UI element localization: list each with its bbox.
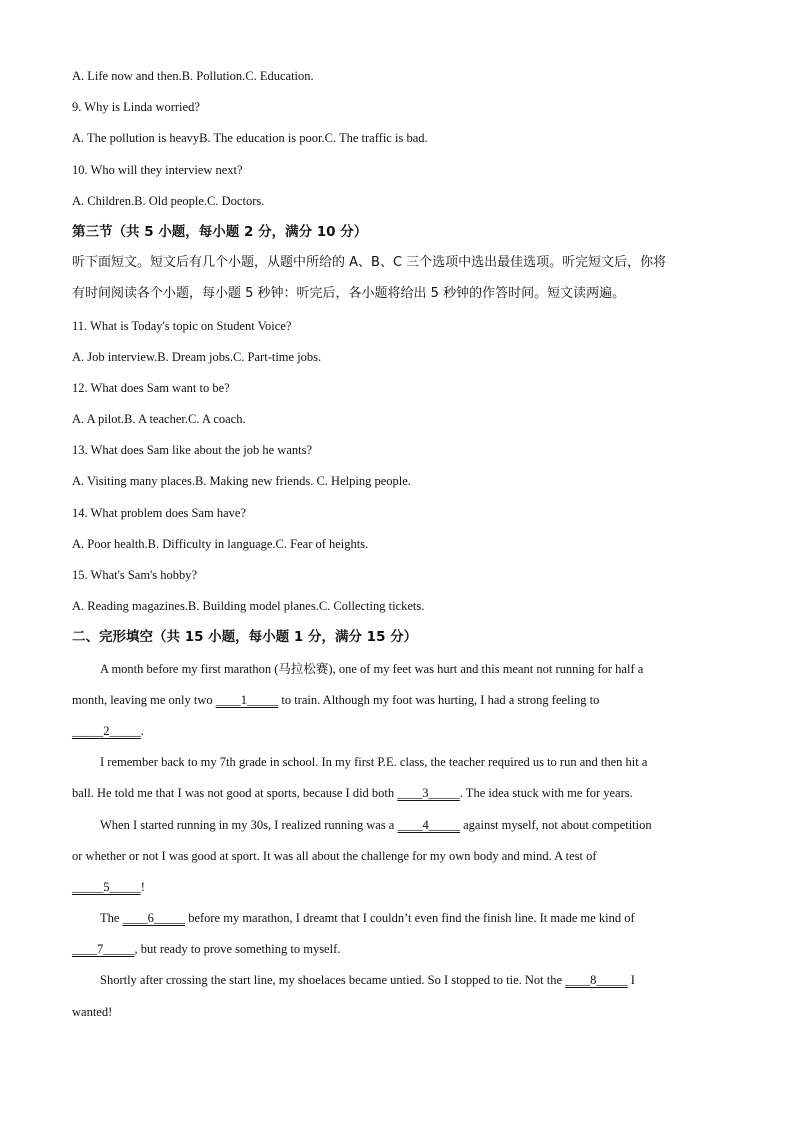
blank-8: ____8_____	[565, 973, 628, 988]
paragraph-line: ball. He told me that I was not good at sports, because I did both ____3_____. The idea stuck with me for years.	[72, 786, 633, 801]
q10-question: 10. Who will they interview next?	[72, 162, 243, 177]
paragraph-line: A month before my first marathon (马拉松赛), one of my feet was hurt and this meant not running for half a	[100, 661, 644, 676]
q11-options: A. Job interview.B. Dream jobs.C. Part-time jobs.	[72, 349, 322, 364]
blank-1: ____1_____	[215, 692, 279, 707]
q15-question: 15. What's Sam's hobby?	[72, 568, 198, 582]
q9-options: A. The pollution is heavyB. The education is poor.C. The traffic is bad.	[72, 131, 428, 146]
cloze-paragraph-4	[72, 904, 716, 966]
instruction-line-1: 听下面短文。短文后有几个小题，从题中所给的 A、B、C 三个选项中选出最佳选项。听完短文后，你将	[72, 255, 667, 271]
document-page	[72, 62, 716, 1029]
blank-5: _____5_____	[72, 879, 141, 894]
cloze-section-heading: 二、完形填空（共 15 小题，每小题 1 分，满分 15 分）	[72, 629, 418, 646]
q14-question: 14. What problem does Sam have?	[72, 505, 247, 520]
paragraph-line: When I started running in my 30s, I realized running was a ____4_____ against myself, not about competition	[100, 817, 652, 832]
q13-options: A. Visiting many places.B. Making new friends. C. Helping people.	[72, 474, 411, 489]
cloze-paragraph-2	[72, 748, 716, 810]
paragraph-line: I remember back to my 7th grade in school. In my first P.E. class, the teacher required us to run and then hit a	[100, 755, 648, 770]
q11-question: 11. What is Today's topic on Student Voice?	[72, 318, 292, 333]
section-3-heading: 第三节（共 5 小题，每小题 2 分，满分 10 分）	[72, 223, 368, 240]
q8-options: A. Life now and then.B. Pollution.C. Education.	[72, 69, 314, 83]
blank-4: ____4_____	[397, 817, 460, 832]
paragraph-line: _____5_____!	[72, 879, 145, 894]
cloze-paragraph-3	[72, 811, 716, 905]
q14-options: A. Poor health.B. Difficulty in language.C. Fear of heights.	[72, 536, 369, 551]
q13-question: 13. What does Sam like about the job he wants?	[72, 443, 312, 458]
paragraph-line: month, leaving me only two ____1_____ to train. Although my foot was hurting, I had a strong feeling to	[72, 692, 600, 707]
paragraph-line: or whether or not I was good at sport. It was all about the challenge for my own body and mind. A test of	[72, 848, 597, 863]
q9-question: 9. Why is Linda worried?	[72, 100, 200, 115]
paragraph-line: _____2_____.	[72, 723, 144, 738]
blank-6: ____6_____	[122, 911, 186, 926]
q12-question: 12. What does Sam want to be?	[72, 380, 230, 395]
instruction-line-2: 有时间阅读各个小题，每小题 5 秒钟：听完后，各小题将给出 5 秒钟的作答时间。短文读两遍。	[72, 286, 626, 302]
q12-options: A. A pilot.B. A teacher.C. A coach.	[72, 412, 246, 427]
blank-2: _____2_____	[72, 723, 141, 738]
cloze-paragraph-1	[72, 655, 716, 749]
paragraph-line: The ____6_____ before my marathon, I dreamt that I couldn’t even find the finish line. It made me kind of	[100, 911, 635, 926]
paragraph-line: Shortly after crossing the start line, my shoelaces became untied. So I stopped to tie. Not the ____8_____ I	[100, 973, 635, 988]
cloze-paragraph-5	[72, 966, 716, 1028]
blank-7: ____7_____	[72, 942, 135, 957]
paragraph-line: ____7_____, but ready to prove something to myself.	[72, 942, 341, 957]
blank-3: ____3_____	[397, 786, 460, 801]
q10-options: A. Children.B. Old people.C. Doctors.	[72, 193, 265, 208]
paragraph-line: wanted!	[72, 1004, 113, 1019]
q15-options: A. Reading magazines.B. Building model planes.C. Collecting tickets.	[72, 599, 425, 614]
